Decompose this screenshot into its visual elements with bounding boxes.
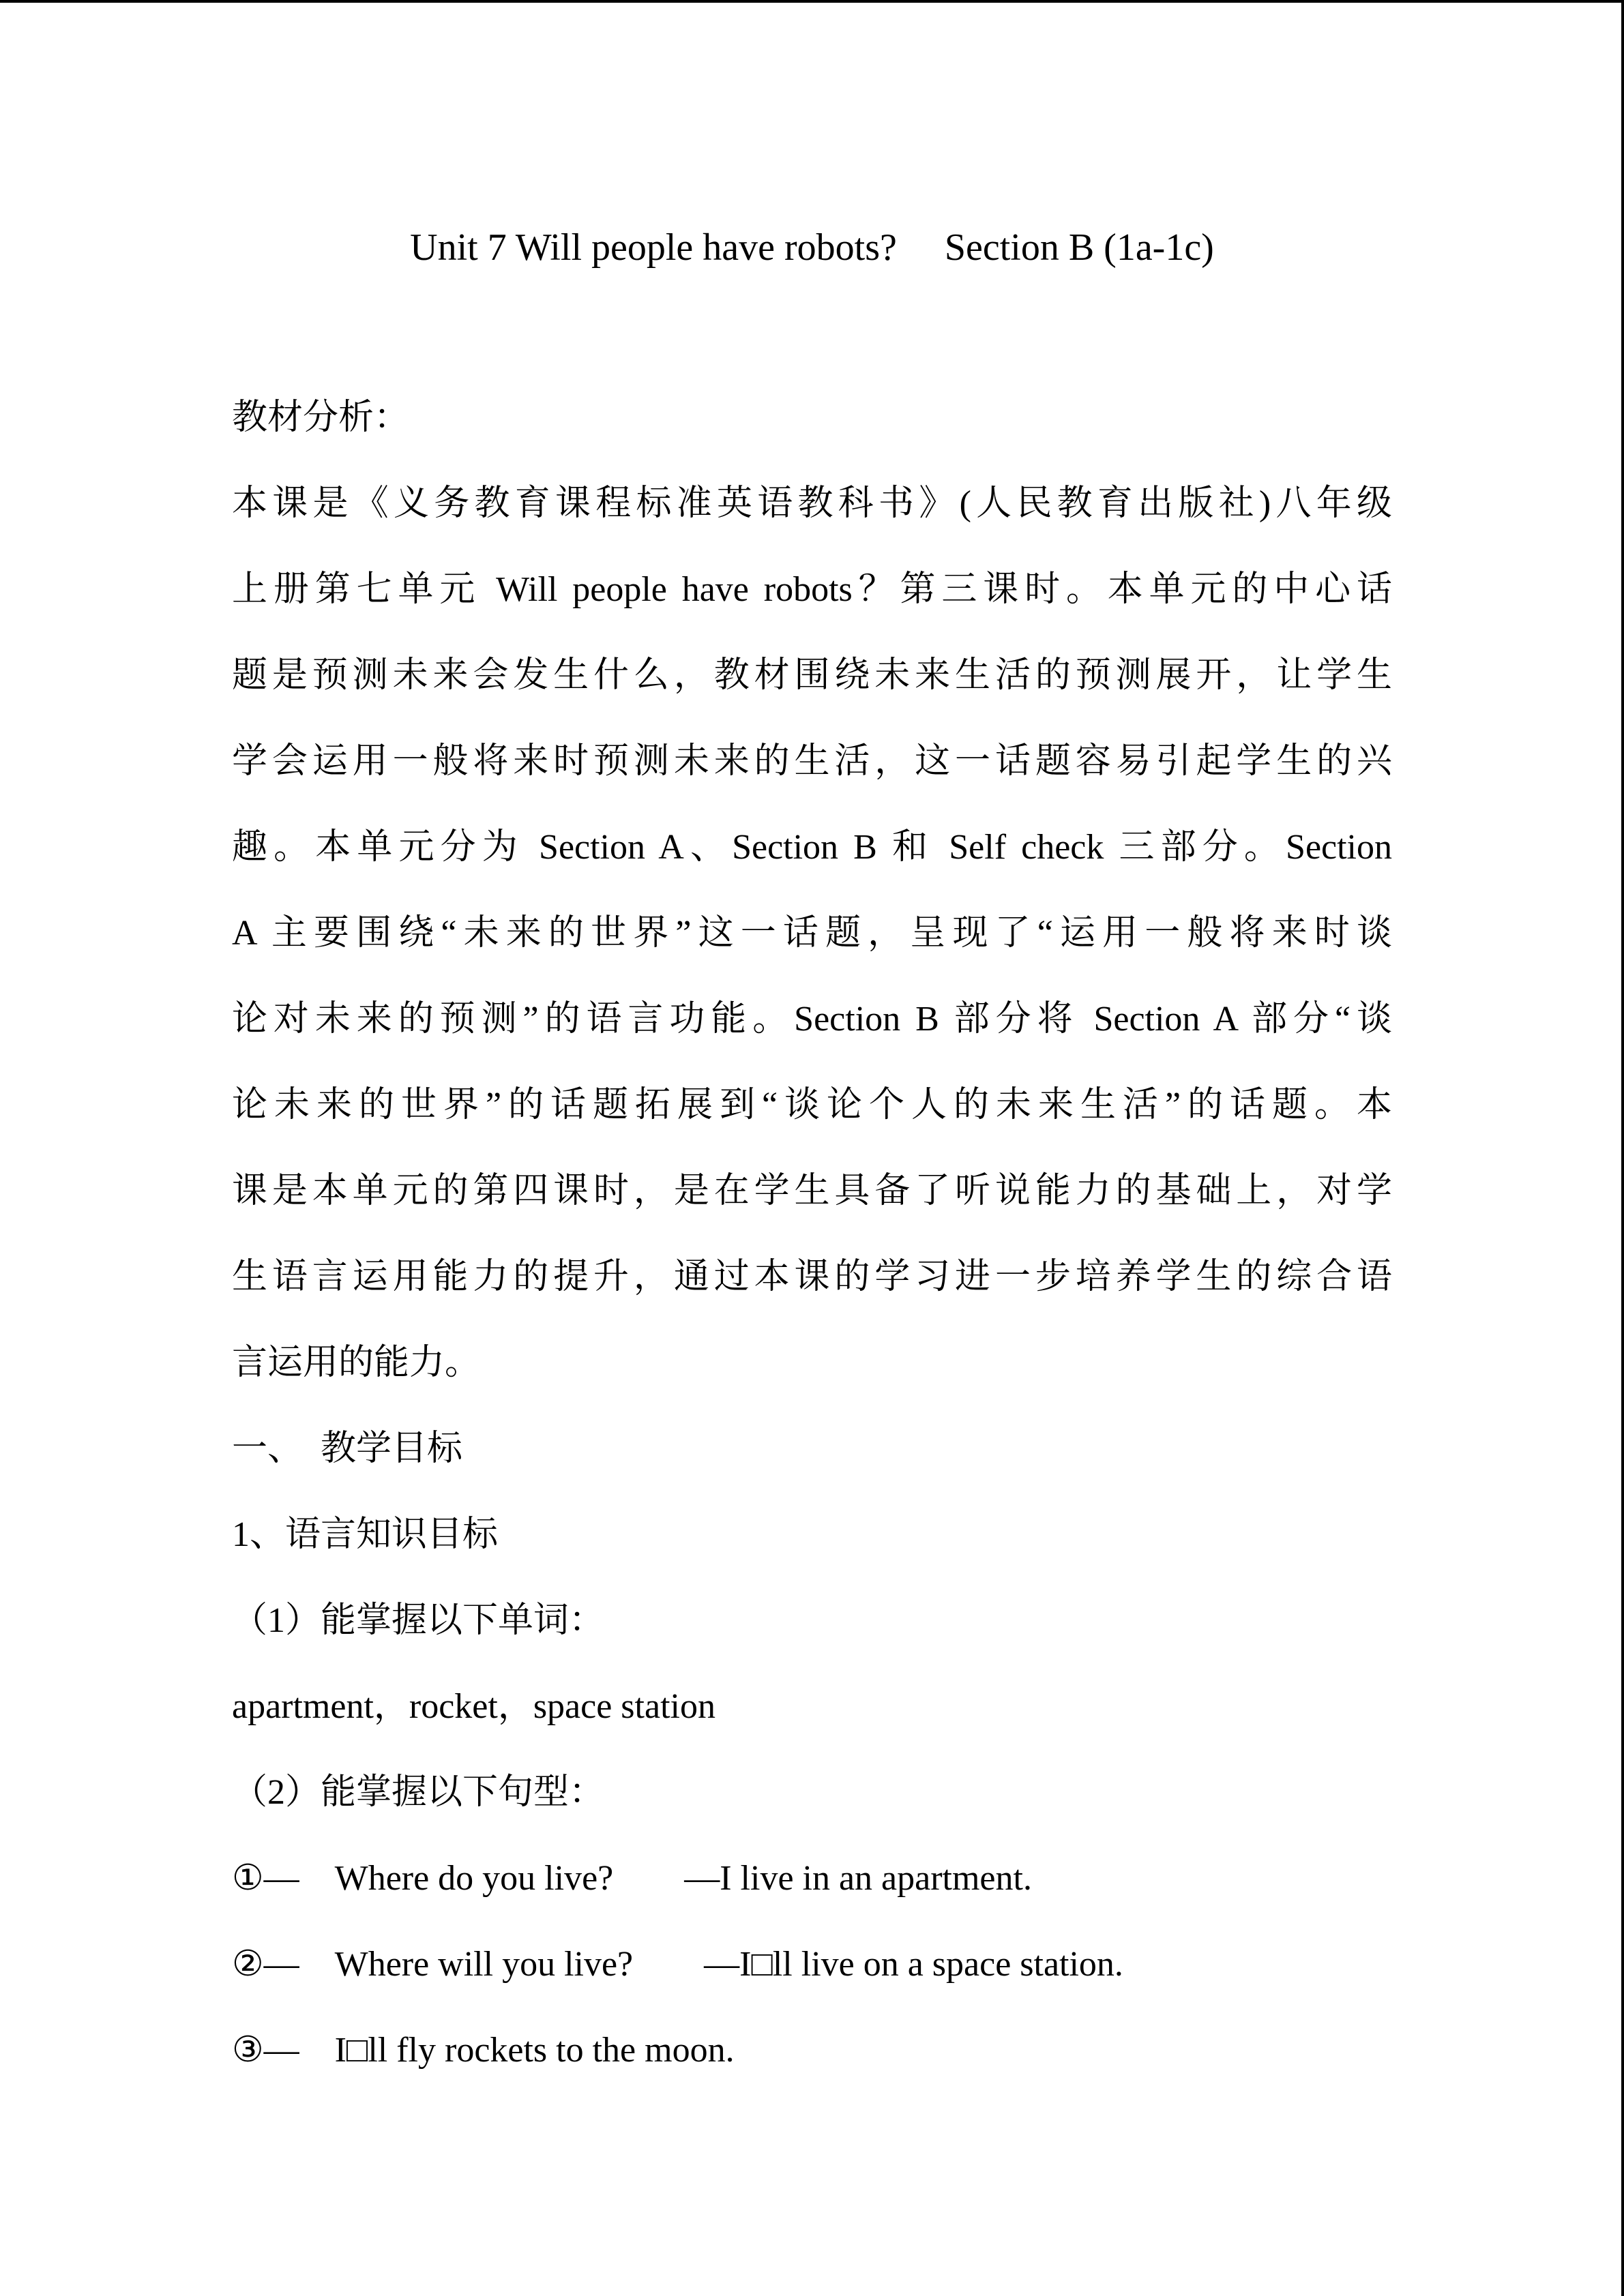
document-content <box>0 3 1621 2093</box>
document-line: 学会运用一般将来时预测未来的生活，这一话题容易引起学生的兴 <box>232 742 1392 781</box>
document-line: 言运用的能力。 <box>232 1343 481 1382</box>
document-line: 上册第七单元 Will people have robots？第三课时。本单元的中心话 <box>232 570 1392 609</box>
document-body <box>232 375 1392 2093</box>
document-line: 1、语言知识目标 <box>232 1515 499 1554</box>
document-line: ②— Where will you live? —I□ll live on a space station. <box>232 1945 1123 1984</box>
document-title: Unit 7 Will people have robots? Section B (1a-1c) <box>410 226 1214 269</box>
document-line: 教材分析： <box>232 398 410 437</box>
document-line: （2）能掌握以下句型： <box>232 1773 605 1812</box>
document-line: 趣。本单元分为 Section A、Section B 和 Self check 三部分。Section <box>232 828 1392 867</box>
document-line: ③— I□ll fly rockets to the moon. <box>232 2031 735 2070</box>
document-line: （1）能掌握以下单词： <box>232 1601 605 1640</box>
document-line: 一、 教学目标 <box>232 1429 463 1468</box>
document-line: 论未来的世界”的话题拓展到“谈论个人的未来生活”的话题。本 <box>232 1086 1392 1124</box>
document-line: 题是预测未来会发生什么，教材围绕未来生活的预测展开，让学生 <box>232 656 1392 695</box>
document-line: 论对未来的预测”的语言功能。Section B 部分将 Section A 部分“谈 <box>232 1000 1392 1039</box>
document-line: A 主要围绕“未来的世界”这一话题，呈现了“运用一般将来时谈 <box>232 914 1392 953</box>
document-line: 本课是《义务教育课程标准英语教科书》(人民教育出版社)八年级 <box>232 484 1392 523</box>
document-line: 生语言运用能力的提升，通过本课的学习进一步培养学生的综合语 <box>232 1257 1392 1296</box>
document-line: 课是本单元的第四课时，是在学生具备了听说能力的基础上，对学 <box>232 1172 1392 1210</box>
document-line: apartment，rocket，space station <box>232 1687 715 1726</box>
document-line: ①— Where do you live? —I live in an apartment. <box>232 1859 1032 1898</box>
